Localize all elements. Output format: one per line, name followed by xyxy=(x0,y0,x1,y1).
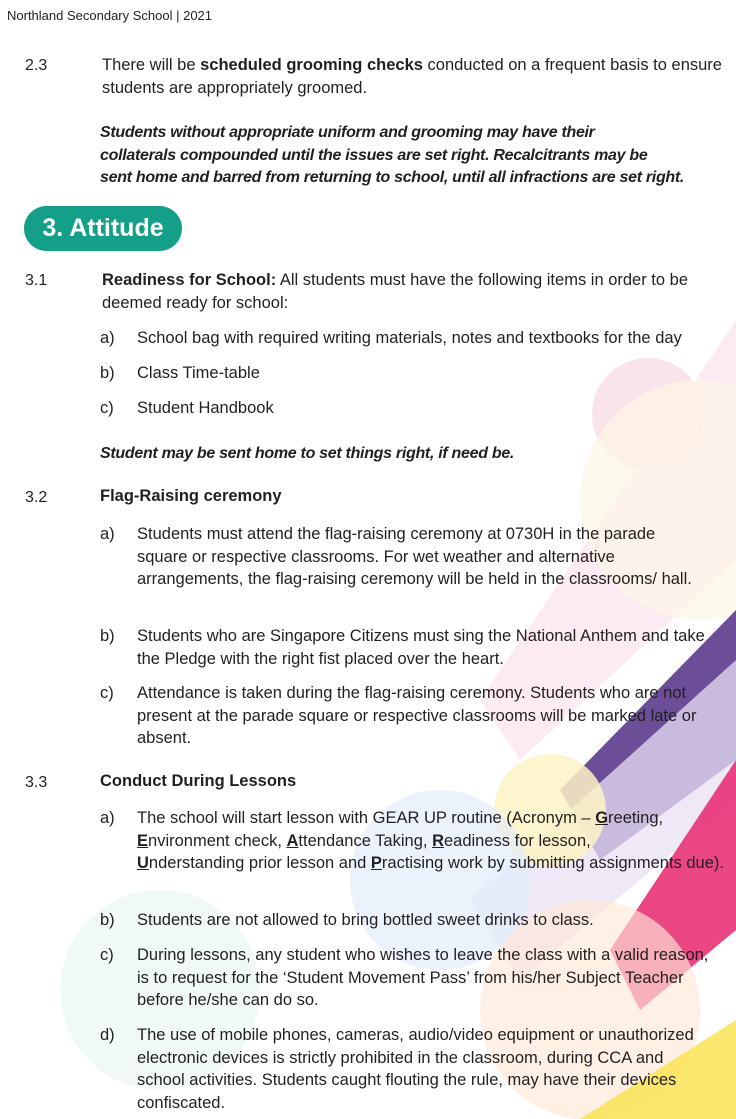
section-number-3-2: 3.2 xyxy=(25,489,48,506)
section-3-title: 3. Attitude xyxy=(24,206,182,251)
item-label: b) xyxy=(100,911,115,929)
item-label: b) xyxy=(100,364,115,382)
flag-raising-heading: Flag-Raising ceremony xyxy=(100,487,282,505)
conduct-heading: Conduct During Lessons xyxy=(100,772,297,790)
acronym-letter: E xyxy=(137,831,149,850)
section-number-3-3: 3.3 xyxy=(25,774,48,791)
section-2-3-paragraph: There will be scheduled grooming checks conducted on a frequent basis to ensure students are appropriately groomed. xyxy=(102,56,722,97)
list-item: Students who are Singapore Citizens must sing the National Anthem and take the Pledge with the right fist placed over the heart. xyxy=(137,627,705,668)
grooming-note-line-1: Students without appropriate uniform and grooming may have their xyxy=(100,124,595,141)
acronym-letter: U xyxy=(137,854,149,872)
list-item: During lessons, any student who wishes to leave the class with a valid reason, is to request for the ‘Student Movement Pass’ from his/her Subject Teacher before he/she can do so. xyxy=(137,946,709,1009)
item-label: a) xyxy=(100,809,115,827)
acronym-letter: A xyxy=(286,831,299,850)
list-item: Class Time-table xyxy=(137,364,260,382)
acronym-letter: P xyxy=(370,854,382,872)
list-item: Student Handbook xyxy=(137,399,274,417)
item-label: a) xyxy=(100,525,115,543)
list-item: Students must attend the flag-raising ceremony at 0730H in the parade square or respective classrooms. For wet weather and alternative arrangements, the flag-raising ceremony will be held in the classrooms/ hall. xyxy=(137,525,692,588)
item-label: d) xyxy=(100,1026,115,1044)
list-item: Attendance is taken during the flag-raising ceremony. Students who are not present at the parade square or respective classrooms will be marked late or absent. xyxy=(137,684,697,747)
list-item: Students are not allowed to bring bottled sweet drinks to class. xyxy=(137,911,594,929)
acronym-letter: R xyxy=(432,831,444,850)
gear-up-item: The school will start lesson with GEAR UP routine (Acronym – Greeting, Environment check, Attendance Taking, Readiness for lesson, Understanding prior lesson and Practising work by submitting assignments due). xyxy=(137,809,724,872)
header-text: Northland Secondary School | 2021 xyxy=(7,8,213,23)
list-item: The use of mobile phones, cameras, audio/video equipment or unauthorized electronic devices is strictly prohibited in the classroom, during CCA and school activities. Students caught flouting the rule, may have their devices confiscated. xyxy=(137,1026,694,1112)
grooming-note-line-3: sent home and barred from returning to school, until all infractions are set right. xyxy=(100,169,685,186)
readiness-note: Student may be sent home to set things right, if need be. xyxy=(100,445,515,462)
grooming-note-line-2: collaterals compounded until the issues are set right. Recalcitrants may be xyxy=(100,146,648,164)
section-3-1-paragraph: Readiness for School: All students must have the following items in order to be deemed ready for school: xyxy=(102,271,689,312)
item-label: c) xyxy=(100,684,114,702)
section-number-2-3: 2.3 xyxy=(25,57,48,74)
grooming-checks-emphasis: scheduled grooming checks xyxy=(200,56,423,74)
list-item: School bag with required writing materials, notes and textbooks for the day xyxy=(137,329,682,347)
acronym-letter: G xyxy=(595,809,609,827)
item-label: c) xyxy=(100,399,114,417)
item-label: b) xyxy=(100,627,115,645)
item-label: a) xyxy=(100,329,115,347)
section-number-3-1: 3.1 xyxy=(25,272,48,289)
item-label: c) xyxy=(100,946,114,964)
readiness-heading: Readiness for School: xyxy=(102,271,277,289)
